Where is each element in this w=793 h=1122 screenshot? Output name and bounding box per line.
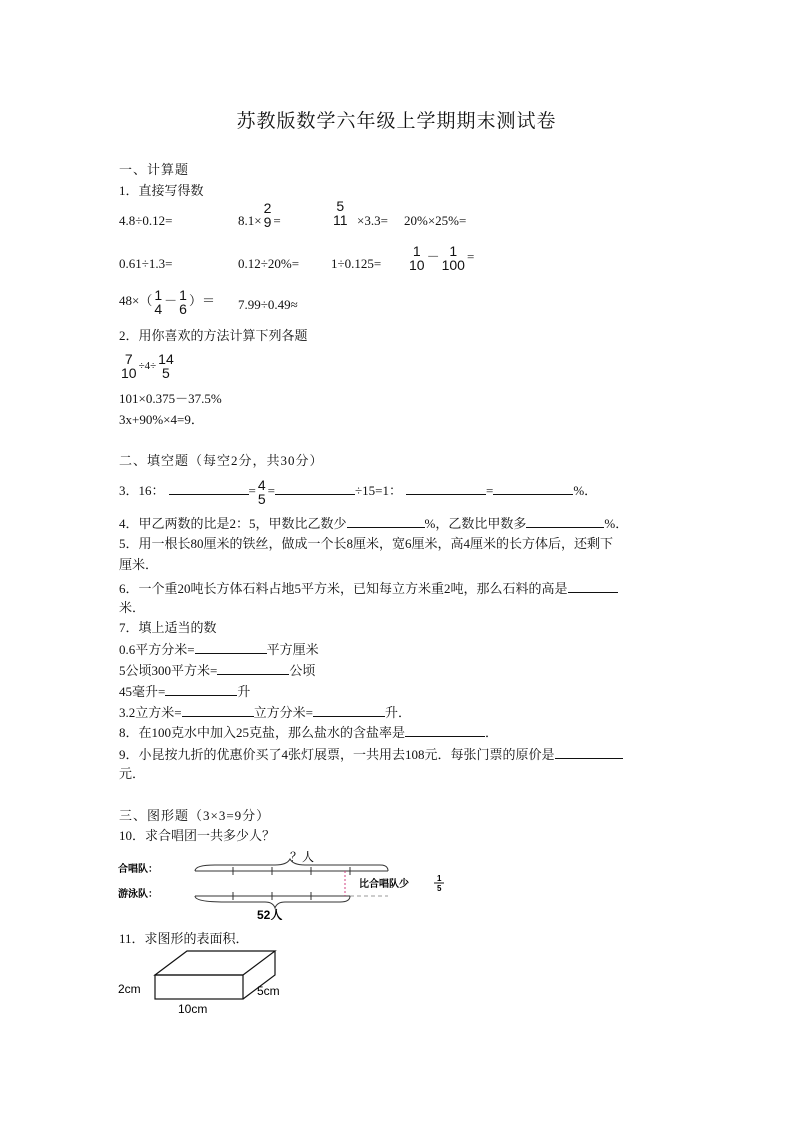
- svg-text:1: 1: [437, 874, 442, 883]
- expr-2: 101×0.375－37.5%: [119, 391, 222, 406]
- question-9: 9．小昆按九折的优惠价买了4张灯展票，一共用去108元．每张门票的原价是: [119, 746, 623, 763]
- question-5-cont: 厘米．: [119, 557, 159, 572]
- question-1: 1．直接写得数: [119, 183, 204, 198]
- calc-row-1: 4.8÷0.12= 8.1× 2 9 = 5 11 ×3.3= 20%×25%=: [119, 198, 467, 231]
- svg-text:5cm: 5cm: [257, 984, 280, 998]
- svg-text:52人: 52人: [257, 908, 283, 920]
- question-2: 2．用你喜欢的方法计算下列各题: [119, 328, 308, 343]
- svg-text:5: 5: [437, 884, 442, 893]
- question-10: 10．求合唱团一共多少人？: [119, 828, 276, 843]
- page-title: 苏教版数学六年级上学期期末测试卷: [236, 111, 557, 132]
- question-8: 8．在100克水中加入25克盐，那么盐水的含盐率是 ．: [119, 725, 499, 740]
- section-1-heading: 一、计算题: [119, 162, 190, 177]
- question-9-cont: 元．: [119, 766, 146, 781]
- svg-text:游泳队：: 游泳队：: [118, 889, 158, 900]
- expr-1: 7 10 ÷4÷ 14 5: [121, 351, 174, 381]
- calc-row-3: 48×（ 1 4 － 1 6 ）＝ 7.99÷0.49≈: [119, 287, 298, 317]
- question-11: 11．求图形的表面积．: [119, 931, 249, 946]
- question-7c: 45毫升= 升: [119, 684, 251, 699]
- svg-text:合唱队：: 合唱队：: [118, 864, 158, 875]
- svg-text:10cm: 10cm: [178, 1002, 208, 1016]
- calc-row-2: 0.61÷1.3= 0.12÷20%= 1÷0.125= 1 10 － 1 100 =: [119, 243, 475, 273]
- svg-text:比合唱队少: 比合唱队少: [359, 879, 409, 890]
- section-3-heading: 三、图形题（3×3=9分）: [119, 808, 271, 823]
- question-7b: 5公顷300平方米= 公顷: [119, 663, 316, 678]
- question-4: 4．甲乙两数的比是2：5，甲数比乙数少 %，乙数比甲数多 %．: [119, 516, 629, 531]
- question-7: 7．填上适当的数: [119, 620, 217, 635]
- line-segment-diagram: [115, 845, 455, 920]
- cuboid-diagram: [115, 948, 315, 1018]
- question-6-cont: 米．: [119, 600, 146, 615]
- svg-text:？人: ？人: [290, 850, 315, 864]
- question-5: 5．用一根长80厘米的铁丝，做成一个长8厘米，宽6厘米，高4厘米的长方体后，还剩下: [119, 536, 614, 551]
- section-2-heading: 二、填空题（每空2分，共30分）: [119, 453, 324, 468]
- question-7d: 3.2立方米= 立方分米= 升．: [119, 705, 411, 720]
- expr-3: 3x+90%×4=9．: [119, 412, 204, 427]
- question-3: 3．16： = 4 5 = ÷15=1： = %．: [119, 477, 598, 507]
- question-6: 6．一个重20吨长方体石料占地5平方米，已知每立方米重2吨，那么石料的高是: [119, 580, 618, 597]
- svg-text:2cm: 2cm: [118, 982, 141, 996]
- question-7a: 0.6平方分米= 平方厘米: [119, 642, 319, 657]
